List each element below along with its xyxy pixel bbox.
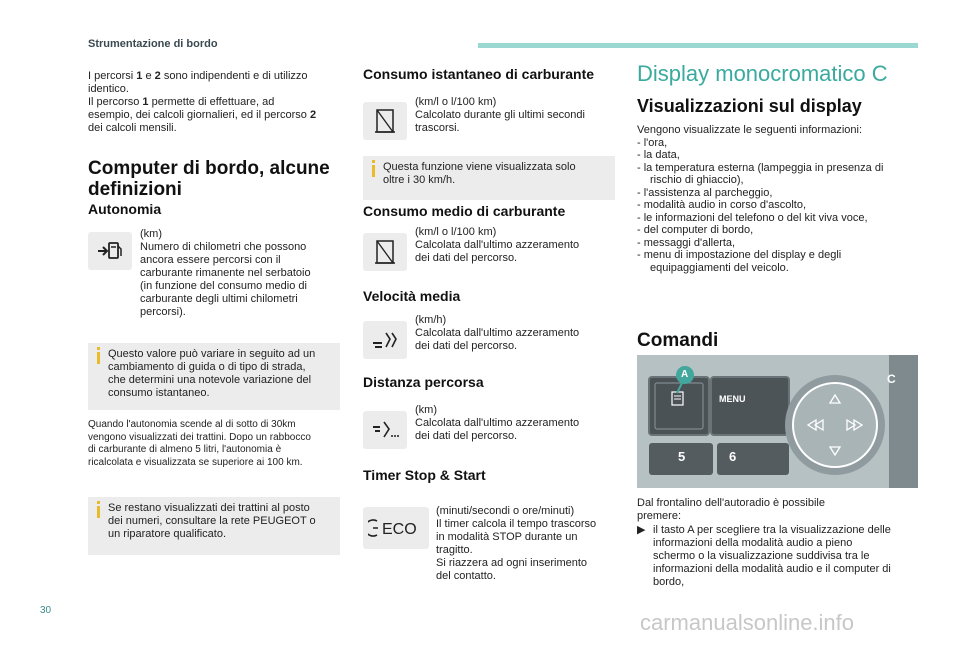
text-line: Calcolata dall'ultimo azzeramento [415, 327, 580, 339]
text-line: Il timer calcola il tempo trascorso [436, 518, 597, 530]
list-item: - la temperatura esterna (lampeggia in presenza di rischio di ghiaccio), [637, 161, 884, 186]
text-line: carburante degli ultimi chilometri [140, 293, 298, 305]
autonomy-icon [88, 232, 132, 270]
list-item: - del computer di bordo, [637, 224, 754, 236]
autonomia-heading: Autonomia [88, 201, 162, 217]
info-icon-dot [97, 501, 100, 504]
info-icon-bar [97, 506, 100, 518]
info-icon-dot [97, 347, 100, 350]
distanza-text [415, 404, 615, 443]
text-line: dei dati del percorso. [415, 252, 518, 264]
text-line: percorsi). [140, 306, 186, 318]
display-title: Display monocromatico C [637, 61, 888, 86]
intro-line: Il percorso 1 permette di effettuare, ad [88, 96, 275, 108]
info-icon-dot [372, 160, 375, 163]
bullet-icon: ▶ [637, 524, 646, 536]
computer-heading [88, 158, 348, 200]
comandi-heading: Comandi [637, 330, 719, 351]
average-speed-icon [363, 321, 407, 359]
comandi-item-text: il tasto A per scegliere tra la visualizzazione delle informazioni della modalità audio a pieno schermo o la visualizzazione suddivisa tra le informazioni della modalità audio e il computer di bordo, [653, 524, 891, 588]
list-item: - menu di impostazione del display e degli equipaggiamenti del veicolo. [637, 249, 842, 274]
text-line: (km) [415, 404, 437, 416]
info-box-speed [363, 156, 615, 200]
text-line: dei dati del percorso. [415, 340, 518, 352]
comandi-text [637, 497, 907, 523]
text-line: Questo valore può variare in seguito ad un [108, 348, 316, 360]
edge-label: C [887, 372, 896, 386]
average-consumption-icon [363, 233, 407, 271]
watermark: carmanualsonline.info [640, 610, 855, 635]
distance-icon [363, 411, 407, 449]
text-line: un riparatore qualificato. [108, 528, 227, 540]
text-line: Si riazzera ad ogni inserimento [436, 557, 588, 569]
text-line: Questa funzione viene visualizzata solo [383, 161, 576, 173]
text-line: dei dati del percorso. [415, 430, 518, 442]
text-line: Calcolata dall'ultimo azzeramento [415, 239, 580, 251]
text-line: dei numeri, consultare la rete PEUGEOT o [108, 515, 316, 527]
text-line: ancora essere percorsi con il [140, 254, 281, 266]
velocita-text [415, 314, 615, 353]
list-item: - l'ora, [637, 136, 668, 149]
info-box-variation [88, 343, 340, 410]
text-line: (km/l o l/100 km) [415, 226, 497, 238]
eco-label: ECO [382, 521, 417, 538]
list-item: - messaggi d'allerta, [637, 236, 736, 249]
menu-button: MENU [719, 394, 746, 404]
fuel-consumption-icon [363, 102, 407, 140]
text-line: Numero di chilometri che possono [140, 241, 307, 253]
text-line: tragitto. [436, 544, 473, 556]
text-line: del contatto. [436, 570, 496, 582]
intro-line: I percorsi 1 e 2 sono indipendenti e di utilizzo [88, 70, 308, 82]
text-line: Dal frontalino dell'autoradio è possibile [637, 497, 825, 509]
stop-start-eco-icon [363, 507, 429, 549]
text-line: vengono visualizzati dei trattini. Dopo un rabbocco [88, 431, 311, 443]
medio-text [415, 226, 615, 265]
text-line: (minuti/secondi o ore/minuti) [436, 505, 575, 517]
visual-heading: Visualizzazioni sul display [637, 96, 862, 116]
list-item: - l'assistenza al parcheggio, [637, 186, 773, 199]
text-line: ricalcolata e visualizzata se superiore ai 100 km. [88, 456, 303, 468]
timer-heading: Timer Stop & Start [363, 467, 486, 483]
velocita-heading: Velocità media [363, 288, 461, 304]
text-line: carburante rimanente nel serbatoio [140, 267, 311, 279]
intro-line: esempio, dei calcoli giornalieri, ed il percorso 2 [88, 109, 317, 121]
page-number: 30 [40, 605, 52, 616]
info-icon-bar [372, 165, 375, 177]
intro-line: identico. [88, 83, 129, 95]
list-intro: Vengono visualizzate le seguenti informazioni: [637, 124, 863, 136]
section-header: Strumentazione di bordo [88, 38, 218, 50]
info-text [108, 348, 332, 400]
badge-a: A [681, 369, 689, 380]
preset-5-button: 5 [678, 449, 686, 464]
intro-line: dei calcoli mensili. [88, 122, 177, 134]
text-line: consumo istantaneo. [108, 387, 210, 399]
visual-list [637, 124, 907, 274]
medio-heading: Consumo medio di carburante [363, 203, 566, 219]
text-line: in modalità STOP durante un [436, 531, 578, 543]
text-line: (km/l o l/100 km) [415, 96, 497, 108]
heading-line: definizioni [88, 179, 182, 200]
text-line: premere: [637, 510, 682, 522]
text-line: trascorsi. [415, 122, 460, 134]
list-item: - modalità audio in corso d'ascolto, [637, 199, 807, 211]
list-item: - la data, [637, 149, 680, 161]
info-icon-bar [97, 352, 100, 364]
text-line: di carburante di almeno 5 litri, l'autonomia è [88, 444, 282, 455]
intro-paragraph [88, 70, 348, 135]
comandi-item [637, 524, 897, 589]
radio-panel-illustration [637, 355, 918, 488]
info-text [383, 161, 607, 187]
distanza-heading: Distanza percorsa [363, 374, 484, 390]
autonomia-text [140, 228, 340, 319]
text-line: cambiamento di guida o di tipo di strada, [108, 361, 306, 373]
text-line: oltre i 30 km/h. [383, 174, 456, 186]
text-line: (km/h) [415, 314, 447, 326]
text-line: che determini una notevole variazione del [108, 374, 312, 386]
istantaneo-heading: Consumo istantaneo di carburante [363, 66, 595, 82]
text-line: Se restano visualizzati dei trattini al posto [108, 502, 310, 514]
header-accent-bar [478, 43, 918, 48]
info-box-dashes [88, 497, 340, 555]
list-item: - le informazioni del telefono o del kit viva voce, [637, 211, 868, 224]
text-line: Quando l'autonomia scende al di sotto di 30km [88, 419, 296, 430]
text-line: (in funzione del consumo medio di [140, 280, 307, 292]
heading-line: Computer di bordo, alcune [88, 158, 330, 179]
timer-text [436, 505, 626, 583]
autonomia-note [88, 419, 348, 469]
preset-6-button: 6 [729, 449, 737, 464]
text-line: Calcolata dall'ultimo azzeramento [415, 417, 580, 429]
info-text [108, 502, 332, 541]
text-line: Calcolato durante gli ultimi secondi [415, 109, 585, 121]
istantaneo-text [415, 96, 615, 135]
text-line: (km) [140, 228, 162, 240]
